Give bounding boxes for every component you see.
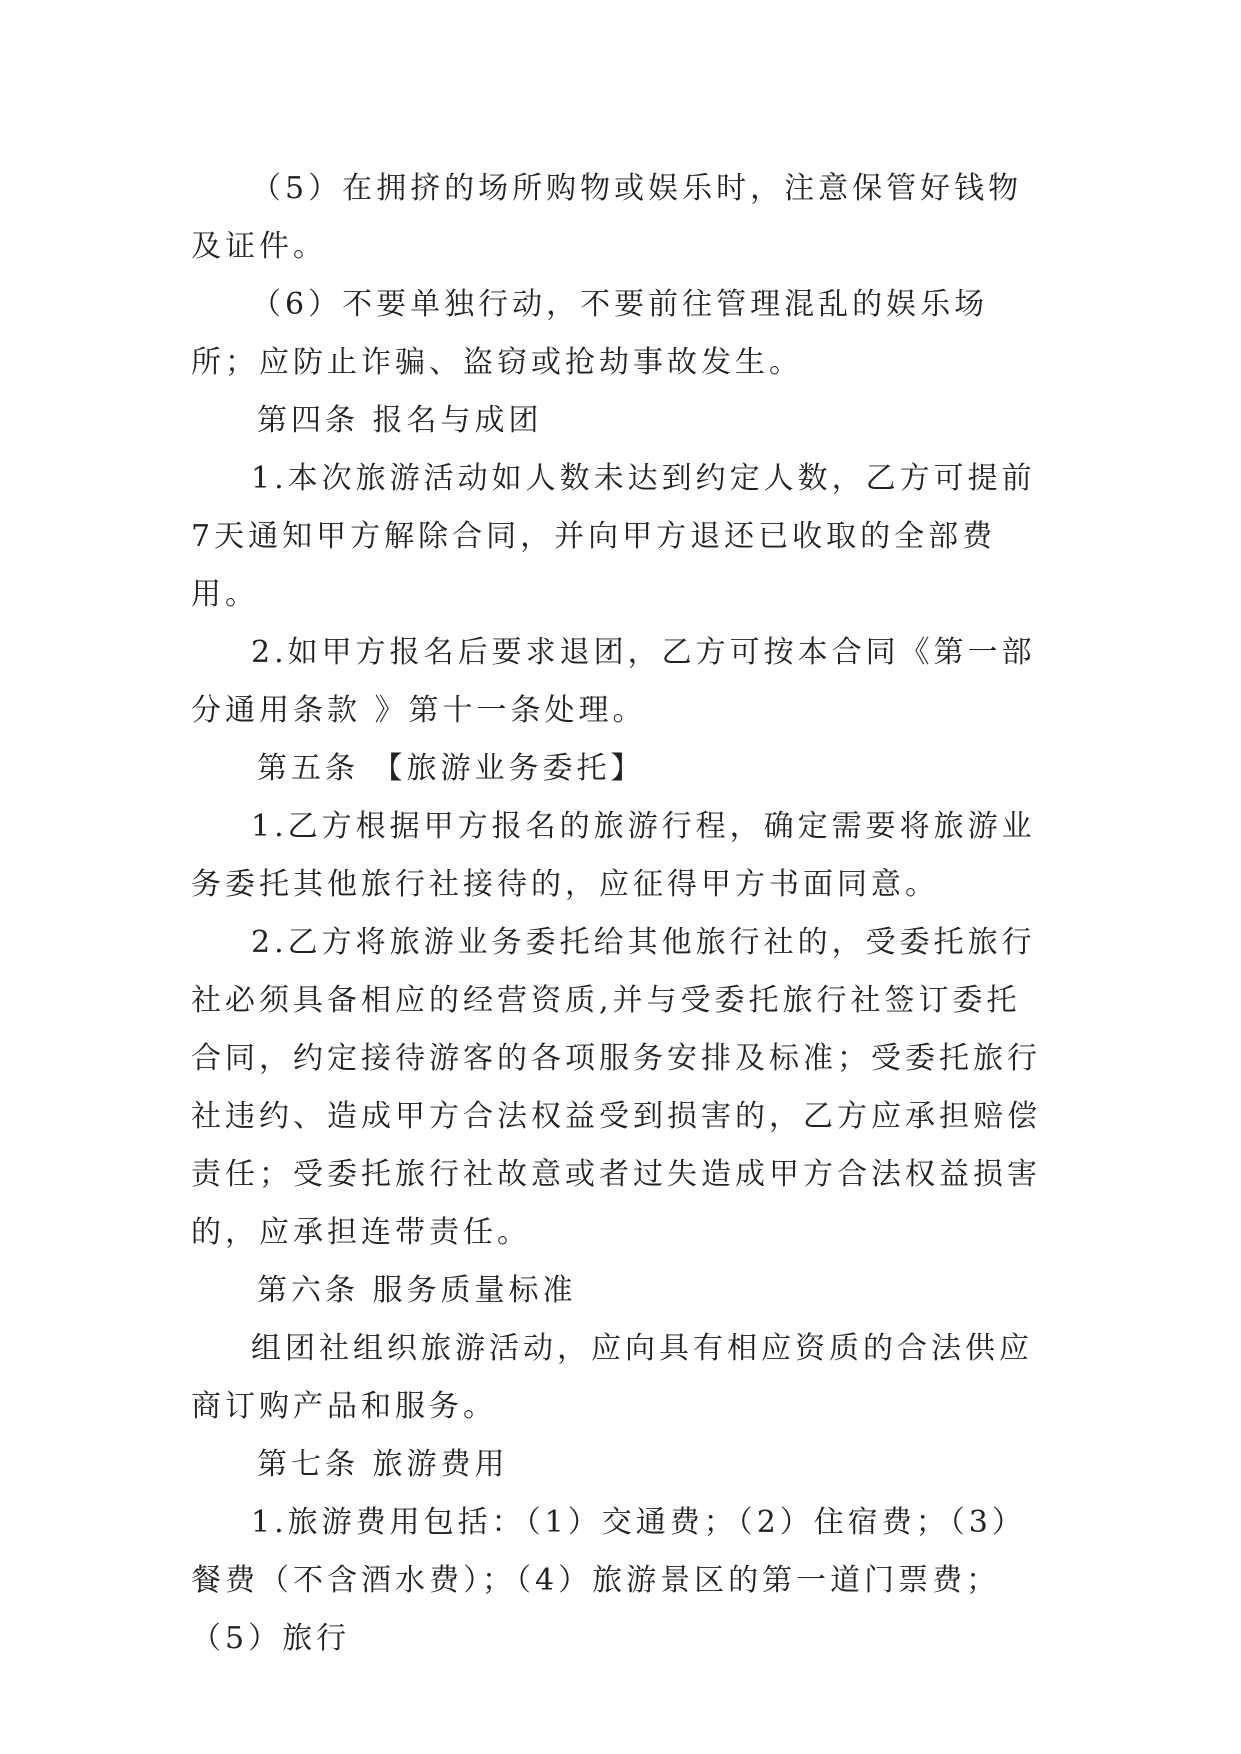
paragraph-article-5-clause-2: 2.乙方将旅游业务委托给其他旅行社的，受委托旅行社必须具备相应的经营资质,并与受委托旅行社签订委托合同，约定接待游客的各项服务安排及标准；受委托旅行社违约、造成甲方合法权益受到损害的，乙方应承担赔偿责任；受委托旅行社故意或者过失造成甲方合法权益损害的，应承担连带责任。 [191,925,1041,1250]
paragraph-article-7-clause-1: 1.旅游费用包括：（1）交通费；（2）住宿费；（3）餐费（不含酒水费）；（4）旅游景区的第一道门票费；（5）旅行 [191,1505,1026,1656]
document-body [191,160,1051,1668]
paragraph-item-6-safety: （6）不要单独行动，不要前往管理混乱的娱乐场所；应防止诈骗、盗窃或抢劫事故发生。 [191,287,989,380]
paragraph-article-5-clause-1: 1.乙方根据甲方报名的旅游行程，确定需要将旅游业务委托其他旅行社接待的，应征得甲方书面同意。 [191,809,1036,902]
article-6-heading: 第六条 服务质量标准 [257,1273,577,1308]
paragraph-item-5-safety: （5）在拥挤的场所购物或娱乐时，注意保管好钱物及证件。 [191,171,1023,264]
article-7-heading: 第七条 旅游费用 [257,1447,509,1482]
paragraph-article-4-clause-2: 2.如甲方报名后要求退团，乙方可按本合同《第一部分通用条款 》第十一条处理。 [191,635,1036,728]
article-4-heading: 第四条 报名与成团 [257,403,543,438]
paragraph-article-4-clause-1: 1.本次旅游活动如人数未达到约定人数，乙方可提前7天通知甲方解除合同，并向甲方退还已收取的全部费用。 [191,461,1036,612]
article-5-heading: 第五条 【旅游业务委托】 [257,751,645,786]
paragraph-article-6-body: 组团社组织旅游活动，应向具有相应资质的合法供应商订购产品和服务。 [191,1331,1033,1424]
